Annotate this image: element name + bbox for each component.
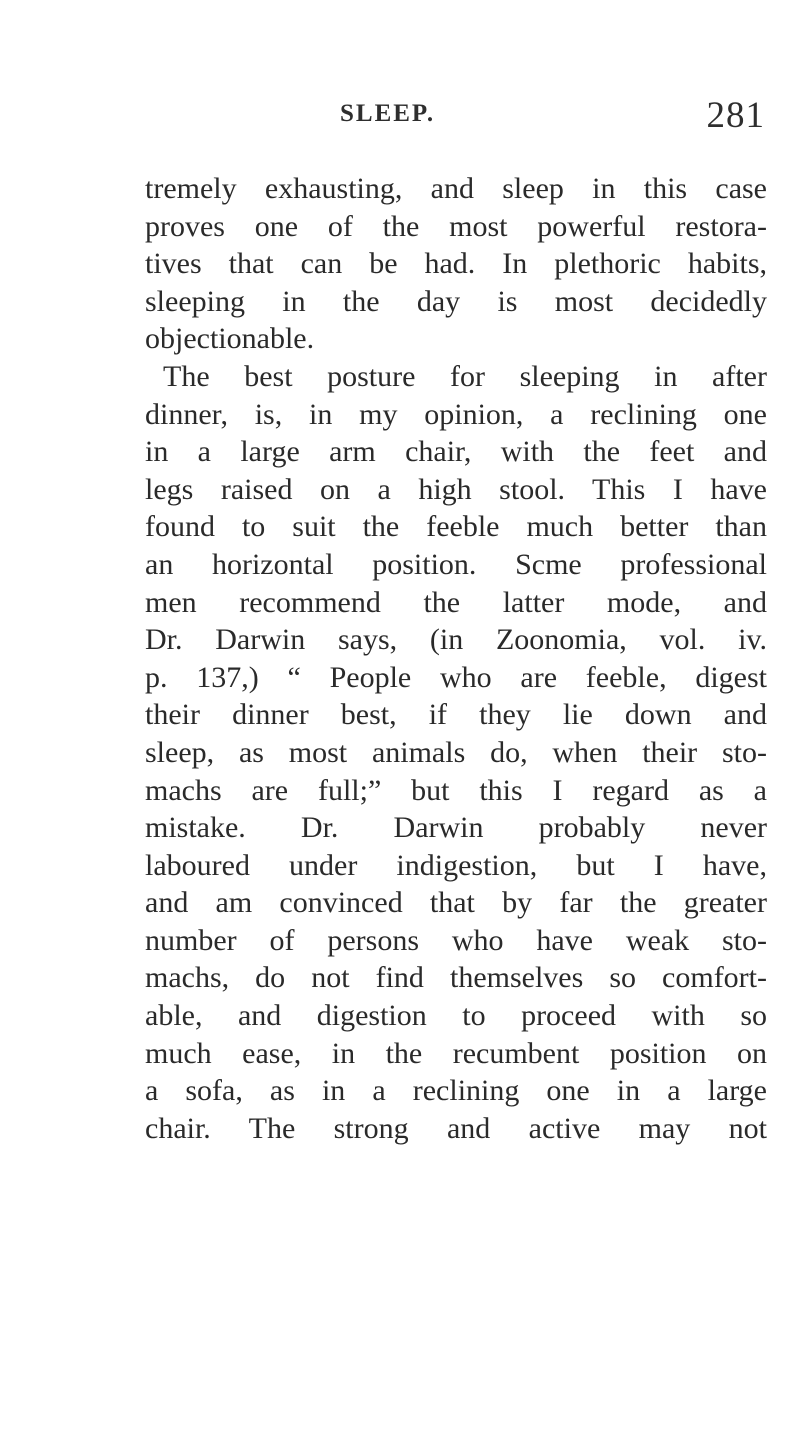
text-line: laboured under indigestion, but I have, — [145, 848, 767, 882]
text-line: and am convinced that by far the greater — [145, 886, 767, 920]
text-line: in a large arm chair, with the feet and — [145, 435, 767, 469]
text-line: proves one of the most powerful restora- — [145, 209, 767, 243]
text-line: The best posture for sleeping in after — [163, 359, 767, 393]
text-line: found to suit the feeble much better than — [145, 510, 767, 544]
text-line: Dr. Darwin says, (in Zoonomia, vol. iv. — [145, 623, 767, 657]
text-line: sleeping in the day is most decidedly — [145, 284, 767, 318]
text-line: a sofa, as in a reclining one in a large — [145, 1074, 767, 1108]
page-number: 281 — [706, 95, 765, 136]
text-line: much ease, in the recumbent position on — [145, 1036, 767, 1070]
running-head — [145, 94, 765, 144]
text-line: their dinner best, if they lie down and — [145, 698, 767, 732]
text-line: able, and digestion to proceed with so — [145, 999, 767, 1033]
body-text — [145, 170, 767, 1147]
text-line: objectionable. — [145, 322, 315, 356]
text-line: machs, do not find themselves so comfort- — [145, 961, 767, 995]
text-line: legs raised on a high stool. This I have — [145, 472, 767, 506]
text-line: dinner, is, in my opinion, a reclining one — [145, 397, 767, 431]
text-line: an horizontal position. Scme professional — [145, 547, 767, 581]
text-line: p. 137,) “ People who are feeble, digest — [145, 660, 767, 694]
text-line: tremely exhausting, and sleep in this case — [145, 172, 767, 205]
text-line: number of persons who have weak sto- — [145, 923, 767, 957]
text-line: machs are full;” but this I regard as a — [145, 773, 767, 807]
text-line: sleep, as most animals do, when their sto- — [145, 735, 767, 769]
running-title: SLEEP. — [340, 100, 436, 127]
text-line: tives that can be had. In plethoric habits, — [145, 247, 767, 281]
text-line: mistake. Dr. Darwin probably never — [145, 811, 767, 845]
text-line: men recommend the latter mode, and — [145, 585, 767, 619]
text-line: chair. The strong and active may not — [145, 1111, 767, 1145]
